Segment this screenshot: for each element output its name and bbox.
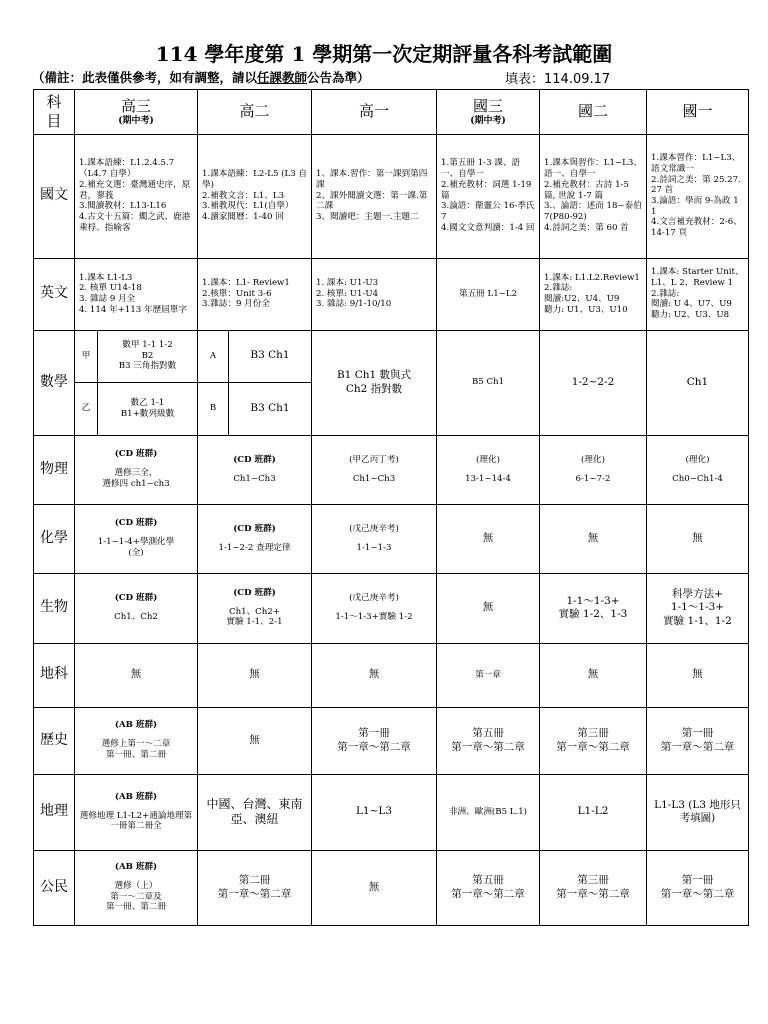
- cell-math-g10: B1 Ch1 數與式 Ch2 指對數: [312, 330, 437, 435]
- header-g9-sub: (期中考): [470, 115, 506, 126]
- subject-physics: 物理: [34, 435, 75, 504]
- cell-civics-g8: 第三冊 第一章～第二章: [540, 850, 647, 925]
- cell-civics-g10: 無: [312, 850, 437, 925]
- cell-chinese-g11: 1.課本語練：L2-L5 (L3 自學) 2.補教文言：L1、L3 3.補教現代：L1(自學） 4.讀家閱曆：1-40 回: [198, 134, 312, 258]
- cell-biology-g12: [75, 573, 198, 643]
- subject-chemistry: 化學: [34, 504, 75, 573]
- cell-history-g7: 第一冊 第一章～第二章: [647, 707, 749, 774]
- row-chinese: [34, 134, 749, 258]
- row-earth-science: [34, 643, 749, 707]
- civics-g12-text: 選修（上） 第一～二章及 第一冊、第二冊: [105, 880, 167, 913]
- cell-math-g12-a: [75, 330, 198, 382]
- cell-chemistry-g9: 無: [437, 504, 540, 573]
- cell-earth-g7: 無: [647, 643, 749, 707]
- geography-g12-head: (AB 班群): [114, 791, 158, 802]
- chemistry-g11-text: 1-1~2-2 查理定律: [218, 542, 291, 553]
- header-g12-label: 高三: [120, 96, 151, 115]
- header-g12: [75, 90, 198, 135]
- cell-chemistry-g11: [198, 504, 312, 573]
- cell-history-g10: 第一冊 第一章～第二章: [312, 707, 437, 774]
- row-chemistry: [34, 504, 749, 573]
- header-subject: 科 目: [34, 90, 75, 135]
- chemistry-g12-text: 1-1~1-4+學測化學 (全): [97, 537, 175, 558]
- chemistry-g11-head: (CD 班群): [233, 523, 276, 534]
- biology-g10-head: (戊己庚辛考): [349, 593, 399, 604]
- cell-math-g11-a: [198, 330, 312, 382]
- cell-math-g8: 1-2~2-2: [540, 330, 647, 435]
- civics-g12-head: (AB 班群): [114, 862, 158, 873]
- cell-chinese-g10: 1、課本.習作：第一課到第四課 2、課外閱讀文選：第一課.第二課 3、閱讀吧：主題一.主題二: [312, 134, 437, 258]
- row-geography: [34, 774, 749, 850]
- cell-math-g9: B5 Ch1: [437, 330, 540, 435]
- subject-english: 英文: [34, 258, 75, 330]
- physics-g12-text: 選修三全， 選修四 ch1~ch3: [102, 468, 170, 489]
- physics-g7-text: Ch0~Ch1-4: [672, 473, 723, 484]
- cell-civics-g11: 第二冊 第一章～第二章: [198, 850, 312, 925]
- cell-chinese-g12: 1.課本語練：L1.2.4.5.7 （L4.7 自學） 2.補充文選：臺灣通史序，原君，蓼莪 3.閱讀教材：L13-L16 4.古文十五篇：燭之武、鹿港乘桴、指喻客: [75, 134, 198, 258]
- cell-math-g7: Ch1: [647, 330, 749, 435]
- math-g11-b-tag: B: [198, 383, 229, 435]
- cell-history-g8: 第三冊 第一章～第二章: [540, 707, 647, 774]
- subject-biology: 生物: [34, 573, 75, 643]
- cell-english-g8: 1.課本: L1.L2.Review1 2.雜誌: 閱讀:U2、U4、U9 聽力: U1、U3、U10: [540, 258, 647, 330]
- math-g12-b-tag: 乙: [75, 383, 98, 435]
- cell-earth-g9: 第一章: [437, 643, 540, 707]
- header-g9: [437, 90, 540, 135]
- row-english: [34, 258, 749, 330]
- cell-earth-g11: 無: [198, 643, 312, 707]
- cell-chinese-g9: 1.第五冊 1-3 課、語一、自學一 2.補充教材：詞選 1-19 篇 3.論語：衛靈公 16-季氏 7 4.國文文意判讀：1-4 回: [437, 134, 540, 258]
- biology-g11-head: (CD 班群): [233, 587, 276, 598]
- math-g12-b-text: 數乙 1-1 B1+數列級數: [120, 397, 175, 419]
- biology-g12-text: Ch1、Ch2: [114, 612, 158, 622]
- cell-biology-g11: [198, 573, 312, 643]
- cell-english-g12: 1.課本 L1-L3 2. 核單 U14-18 3. 雜誌 9 月全 4. 114 年+113 年歷屆單字: [75, 258, 198, 330]
- header-g7: 國一: [647, 90, 749, 135]
- chemistry-g10-text: 1-1~1-3: [356, 542, 392, 553]
- chemistry-g10-head: (戊己庚辛考): [349, 523, 399, 534]
- row-biology: [34, 573, 749, 643]
- physics-g10-text: Ch1~Ch3: [352, 473, 396, 484]
- history-g12-head: (AB 班群): [114, 720, 158, 731]
- header-g10: 高一: [312, 90, 437, 135]
- cell-geography-g11: 中國、台灣、東南亞、澳紐: [198, 774, 312, 850]
- cell-english-g9: 第五冊 L1~L2: [437, 258, 540, 330]
- cell-chemistry-g12: [75, 504, 198, 573]
- cell-chemistry-g10: [312, 504, 437, 573]
- cell-physics-g10: [312, 435, 437, 504]
- cell-earth-g8: 無: [540, 643, 647, 707]
- row-physics: [34, 435, 749, 504]
- row-civics: [34, 850, 749, 925]
- cell-english-g10: 1. 課本: U1-U3 2. 核單: U1-U4 3. 雜誌: 9/1-10/10: [312, 258, 437, 330]
- note-underlined: 任課教師: [257, 70, 308, 85]
- cell-geography-g8: L1-L2: [540, 774, 647, 850]
- cell-civics-g9: 第五冊 第一章～第二章: [437, 850, 540, 925]
- biology-g12-head: (CD 班群): [114, 593, 158, 604]
- physics-g7-head: (理化): [685, 454, 710, 465]
- row-math-a: [34, 330, 749, 382]
- header-row: [34, 90, 749, 135]
- physics-g10-head: (甲乙丙丁考): [349, 454, 399, 465]
- cell-biology-g7: 科學方法+ 1-1～1-3+ 實驗 1-1、1-2: [647, 573, 749, 643]
- cell-physics-g7: [647, 435, 749, 504]
- cell-math-g12-b: [75, 382, 198, 435]
- cell-geography-g10: L1~L3: [312, 774, 437, 850]
- cell-chemistry-g8: 無: [540, 504, 647, 573]
- cell-earth-g10: 無: [312, 643, 437, 707]
- cell-biology-g10: [312, 573, 437, 643]
- biology-g11-text: Ch1、Ch2+ 實驗 1-1、2-1: [226, 606, 283, 628]
- cell-geography-g7: L1-L3 (L3 地形只考填圖): [647, 774, 749, 850]
- cell-physics-g12: [75, 435, 198, 504]
- cell-chinese-g8: 1.課本與習作：L1~L3、語一、自學一 2.補充教材：古詩 1-5 篇, 世說 1-7 篇 3.、論語：述而 18~泰伯 7(P80-92) 4.詩詞之美：第 60 首: [540, 134, 647, 258]
- subject-history: 歷史: [34, 707, 75, 774]
- cell-biology-g9: 無: [437, 573, 540, 643]
- math-g12-a-text: 數甲 1-1 1-2 B2 B3 三角指對數: [118, 339, 177, 372]
- subject-math: 數學: [34, 330, 75, 435]
- header-g11: 高二: [198, 90, 312, 135]
- header-g9-label: 國三: [472, 96, 503, 115]
- row-history: [34, 707, 749, 774]
- math-g11-a-text: B3 Ch1: [250, 349, 290, 362]
- subject-chinese: 國文: [34, 134, 75, 258]
- cell-physics-g8: [540, 435, 647, 504]
- physics-g11-text: Ch1~Ch3: [233, 473, 276, 484]
- physics-g8-head: (理化): [581, 454, 605, 465]
- cell-earth-g12: 無: [75, 643, 198, 707]
- cell-physics-g11: [198, 435, 312, 504]
- cell-chemistry-g7: 無: [647, 504, 749, 573]
- header-g8: 國二: [540, 90, 647, 135]
- cell-biology-g8: 1-1～1-3+ 實驗 1-2、1-3: [540, 573, 647, 643]
- chemistry-g12-head: (CD 班群): [114, 518, 158, 529]
- physics-g11-head: (CD 班群): [233, 454, 276, 465]
- note-prefix: （備註：此表僅供參考，如有調整，請以: [32, 70, 258, 85]
- cell-physics-g9: [437, 435, 540, 504]
- physics-g9-head: (理化): [476, 454, 500, 465]
- math-g12-a-tag: 甲: [75, 331, 98, 382]
- subject-civics: 公民: [34, 850, 75, 925]
- cell-math-g11-b: [198, 382, 312, 435]
- cell-geography-g9: 非洲、歐洲(B5 L.1): [437, 774, 540, 850]
- cell-history-g9: 第五冊 第一章～第二章: [437, 707, 540, 774]
- subject-earth-science: 地科: [34, 643, 75, 707]
- physics-g12-head: (CD 班群): [114, 449, 158, 460]
- cell-civics-g7: 第一冊 第一章～第二章: [647, 850, 749, 925]
- header-g12-sub: (期中考): [118, 115, 154, 126]
- cell-history-g11: 無: [198, 707, 312, 774]
- physics-g8-text: 6-1~7-2: [575, 473, 611, 484]
- biology-g10-text: 1-1～1-3+實驗 1-2: [335, 612, 413, 622]
- note-suffix: 公告為準）: [307, 70, 370, 85]
- cell-chinese-g7: 1.課本習作：L1~L3、語文常識一 2.詩詞之美：第 25.27.27 首 3.論語：學而 9-為政 11 4.文言補充教材：2-6、14-17 頁: [647, 134, 749, 258]
- exam-scope-table: [33, 89, 749, 926]
- subject-geography: 地理: [34, 774, 75, 850]
- cell-english-g7: 1.課本: Starter Unit、L1、L 2、Review 1 2.雜誌: 閱讀: U 4、U7、U9 聽力: U2、U3、U8: [647, 258, 749, 330]
- cell-geography-g12: [75, 774, 198, 850]
- page-title: 114 學年度第 1 學期第一次定期評量各科考試範圍: [155, 42, 613, 66]
- math-g11-b-text: B3 Ch1: [250, 401, 290, 414]
- math-g11-a-tag: A: [198, 331, 229, 382]
- cell-history-g12: [75, 707, 198, 774]
- fill-date: 填表：114.09.17: [505, 72, 611, 87]
- geography-g12-text: 選修地理 L1-L2+通論地理第一冊第二冊全: [79, 810, 193, 832]
- physics-g9-text: 13-1~14-4: [465, 473, 511, 484]
- cell-civics-g12: [75, 850, 198, 925]
- note: [32, 68, 736, 86]
- history-g12-text: 選修上第一～二章 第一冊、第二冊: [101, 739, 171, 760]
- cell-english-g11: 1.課本：L1- Review1 2.核單：Unit 3-6 3.雜誌：9 月份全: [198, 258, 312, 330]
